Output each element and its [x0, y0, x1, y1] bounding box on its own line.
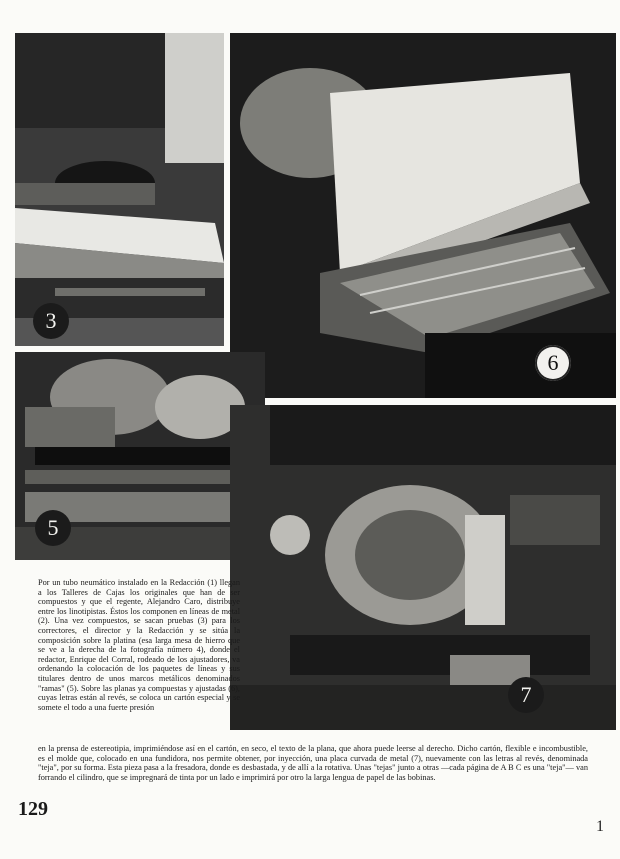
photo-7 — [230, 405, 616, 730]
photo-3 — [15, 33, 224, 346]
caption-left: Por un tubo neumático instalado en la Redacción (1) llegan a los Talleres de Cajas los originales que han de ser compuestos y que el regente, Alejandro Caro, distribuye entre los linotipistas. Éstos los componen en líneas de metal (2). Una vez compuestos, se sacan pruebas (3) para los correctores, el director y la Redacción y se sitúa la composición sobre la platina (esa larga mesa de hierro que se ve a la derecha de la fotografía número 4), donde el redactor, Enrique del Corral, rodeado de los ajustadores, va ordenando la colocación de los paquetes de líneas y sus titulares dentro de unos marcos metálicos denominados "ramas" (5). Sobre las planas ya compuestas y ajustadas (6), cuyas letras están al revés, se coloca un cartón especial y se somete el todo a una fuerte presión — [38, 578, 240, 712]
photo-6-number: 6 — [535, 345, 571, 381]
photo-7-number: 7 — [508, 677, 544, 713]
photo-5-number: 5 — [35, 510, 71, 546]
photo-6 — [230, 33, 616, 398]
caption-bottom: en la prensa de estereotipia, imprimiéndose así en el cartón, en seco, el texto de la plana, que ahora puede leerse al derecho. Dicho cartón, flexible e incombustible, es el molde que, colocado en una fundidora, nos permite obtener, por inyección, una placa curvada de metal (7), nuevamente con las letras al revés, denominada "teja", por su forma. Esta pieza pasa a la fresadora, donde es desbastada, y de allí a la rotativa. Unas "tejas" junto a otras —cada página de A B C es una "teja"— van forrando el cilindro, que se impregnará de tinta por un lado e imprimirá por otro la larga lengua de papel de las bobinas. — [38, 744, 588, 782]
page-number: 129 — [18, 798, 48, 820]
corner-mark: 1 — [596, 818, 604, 835]
photo-3-number: 3 — [33, 303, 69, 339]
photo-5 — [15, 352, 265, 560]
